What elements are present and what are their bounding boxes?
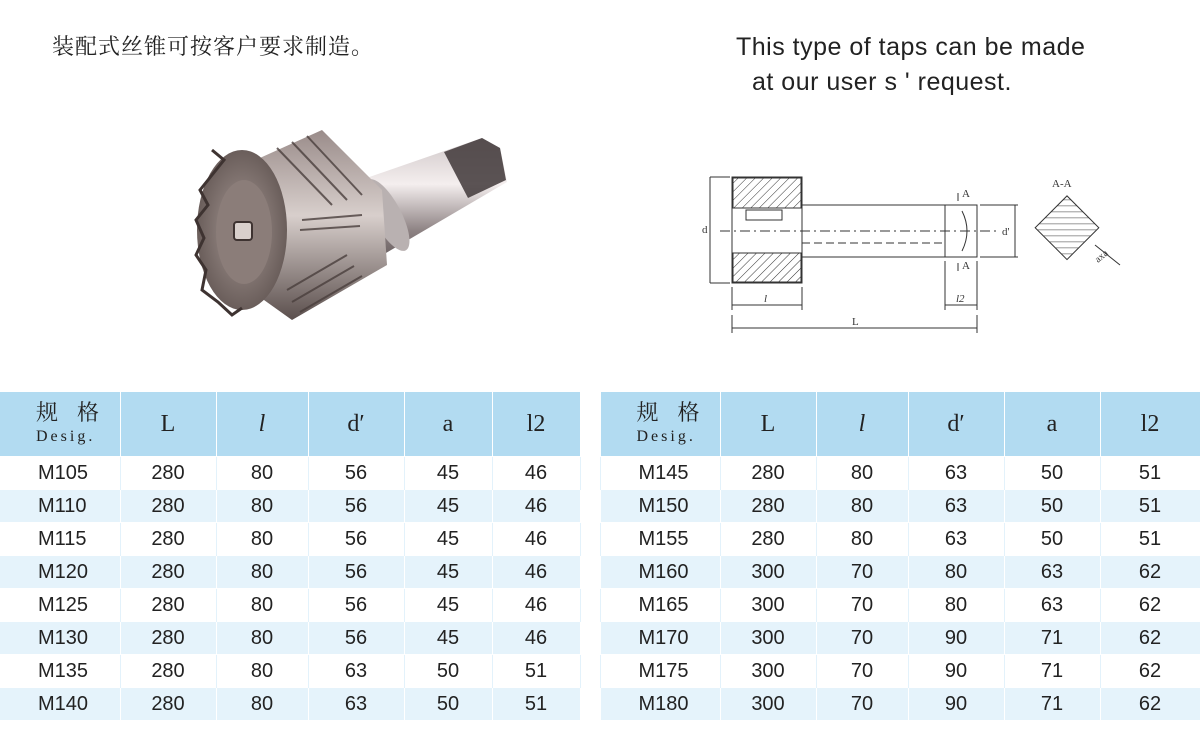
- cell-l2-right: 62: [1100, 589, 1200, 622]
- cell-L-right: 300: [720, 622, 816, 655]
- cell-L-right: 280: [720, 490, 816, 523]
- header-d-prime-right: d′: [908, 392, 1004, 457]
- cell-l2: 46: [492, 490, 580, 523]
- cell-d: 56: [308, 622, 404, 655]
- cell-l-right: 70: [816, 622, 908, 655]
- cell-l: 80: [216, 655, 308, 688]
- cell-desig-right: M145: [600, 457, 720, 490]
- header-desig: [0, 392, 120, 457]
- cell-a-right: 50: [1004, 490, 1100, 523]
- cell-d-right: 90: [908, 655, 1004, 688]
- cell-l: 80: [216, 688, 308, 721]
- cell-d: 56: [308, 556, 404, 589]
- table-gap: [580, 688, 600, 721]
- cell-L-right: 300: [720, 655, 816, 688]
- cell-L: 280: [120, 556, 216, 589]
- cell-desig: M120: [0, 556, 120, 589]
- cell-L-right: 280: [720, 457, 816, 490]
- header-desig-right: [600, 392, 720, 457]
- drawing-label-big-l: L: [852, 316, 859, 328]
- header-d-prime: d′: [308, 392, 404, 457]
- cell-l-right: 70: [816, 655, 908, 688]
- cell-a: 45: [404, 457, 492, 490]
- cell-L: 280: [120, 523, 216, 556]
- cell-l2-right: 62: [1100, 622, 1200, 655]
- cell-l-right: 80: [816, 490, 908, 523]
- cell-desig-right: M170: [600, 622, 720, 655]
- cell-desig-right: M155: [600, 523, 720, 556]
- cell-l-right: 70: [816, 589, 908, 622]
- cell-desig: M135: [0, 655, 120, 688]
- cell-d-right: 90: [908, 622, 1004, 655]
- cell-a-right: 50: [1004, 457, 1100, 490]
- cell-desig-right: M180: [600, 688, 720, 721]
- technical-drawing: [700, 165, 1180, 345]
- cell-a: 45: [404, 490, 492, 523]
- cell-d: 56: [308, 490, 404, 523]
- header-desig-zh: 规 格: [36, 401, 105, 426]
- cell-d: 56: [308, 523, 404, 556]
- caption-chinese: 装配式丝锥可按客户要求制造。: [52, 35, 375, 60]
- cell-l: 80: [216, 490, 308, 523]
- cell-desig: M115: [0, 523, 120, 556]
- cell-d: 63: [308, 655, 404, 688]
- cell-L: 280: [120, 490, 216, 523]
- cell-desig: M125: [0, 589, 120, 622]
- cell-l2: 46: [492, 523, 580, 556]
- cell-d-right: 90: [908, 688, 1004, 721]
- cell-l2-right: 51: [1100, 523, 1200, 556]
- cell-desig: M110: [0, 490, 120, 523]
- header-a: a: [404, 392, 492, 457]
- table-gap: [580, 490, 600, 523]
- cell-a: 50: [404, 688, 492, 721]
- cell-desig: M130: [0, 622, 120, 655]
- table-gap: [580, 589, 600, 622]
- table-gap: [580, 457, 600, 490]
- cell-l2-right: 62: [1100, 655, 1200, 688]
- table-row: [0, 457, 1200, 490]
- cell-l2: 51: [492, 688, 580, 721]
- header-L-right: L: [720, 392, 816, 457]
- table-gap: [580, 655, 600, 688]
- cell-l2: 46: [492, 457, 580, 490]
- header-l: l: [216, 392, 308, 457]
- cell-l2-right: 62: [1100, 556, 1200, 589]
- cell-d-right: 63: [908, 523, 1004, 556]
- cell-a-right: 71: [1004, 688, 1100, 721]
- cell-L-right: 300: [720, 589, 816, 622]
- caption-english-line1: This type of taps can be made: [736, 33, 1086, 61]
- drawing-label-d-prime: d': [1002, 226, 1010, 238]
- spec-table: [0, 392, 1200, 720]
- header-a-right: a: [1004, 392, 1100, 457]
- cell-L-right: 280: [720, 523, 816, 556]
- header-l2: l2: [492, 392, 580, 457]
- cell-a-right: 71: [1004, 622, 1100, 655]
- cell-L: 280: [120, 688, 216, 721]
- table-row: [0, 688, 1200, 721]
- table-gap: [580, 556, 600, 589]
- header-l2-right: l2: [1100, 392, 1200, 457]
- cell-a-right: 50: [1004, 523, 1100, 556]
- cell-a: 45: [404, 622, 492, 655]
- table-header-row: [0, 392, 1200, 457]
- cell-L: 280: [120, 622, 216, 655]
- table-row: [0, 523, 1200, 556]
- drawing-label-axa: axa: [1092, 247, 1111, 266]
- cell-desig-right: M175: [600, 655, 720, 688]
- cell-d: 63: [308, 688, 404, 721]
- cell-l-right: 70: [816, 688, 908, 721]
- cell-l-right: 80: [816, 523, 908, 556]
- cell-l-right: 80: [816, 457, 908, 490]
- cell-a-right: 63: [1004, 589, 1100, 622]
- table-row: [0, 589, 1200, 622]
- table-row: [0, 622, 1200, 655]
- cell-l2: 46: [492, 622, 580, 655]
- cell-l2: 46: [492, 589, 580, 622]
- drawing-label-l: l: [764, 293, 768, 305]
- cell-a: 45: [404, 556, 492, 589]
- table-gap: [580, 622, 600, 655]
- table-row: [0, 655, 1200, 688]
- cell-l: 80: [216, 457, 308, 490]
- cell-l2-right: 51: [1100, 457, 1200, 490]
- header-gap: [580, 392, 600, 457]
- cell-desig-right: M165: [600, 589, 720, 622]
- cell-L-right: 300: [720, 688, 816, 721]
- caption-english-line2: at our user s ' request.: [752, 68, 1012, 96]
- drawing-label-section: A-A: [1052, 178, 1072, 190]
- cell-desig-right: M160: [600, 556, 720, 589]
- cell-l2-right: 62: [1100, 688, 1200, 721]
- cell-l-right: 70: [816, 556, 908, 589]
- cell-a-right: 71: [1004, 655, 1100, 688]
- cell-a-right: 63: [1004, 556, 1100, 589]
- table-gap: [580, 523, 600, 556]
- cell-l2-right: 51: [1100, 490, 1200, 523]
- cell-l: 80: [216, 589, 308, 622]
- table-row: [0, 556, 1200, 589]
- drawing-label-l2: l2: [956, 293, 965, 305]
- drawing-label-a-top: A: [962, 188, 970, 200]
- cell-a: 50: [404, 655, 492, 688]
- cell-d: 56: [308, 457, 404, 490]
- tap-product-photo: [182, 120, 532, 335]
- cell-d-right: 80: [908, 556, 1004, 589]
- cell-a: 45: [404, 523, 492, 556]
- drawing-label-a-bottom: A: [962, 260, 970, 272]
- drawing-label-d: d: [702, 224, 708, 236]
- cell-l: 80: [216, 556, 308, 589]
- cell-L: 280: [120, 457, 216, 490]
- header-desig-zh-right: 规 格: [636, 401, 706, 426]
- cell-l: 80: [216, 622, 308, 655]
- cell-d: 56: [308, 589, 404, 622]
- cell-desig: M140: [0, 688, 120, 721]
- header-desig-en-right: Desig.: [636, 428, 696, 445]
- cell-l: 80: [216, 523, 308, 556]
- cell-l2: 46: [492, 556, 580, 589]
- cell-desig-right: M150: [600, 490, 720, 523]
- header-desig-en: Desig.: [36, 428, 96, 445]
- cell-L: 280: [120, 589, 216, 622]
- cell-L-right: 300: [720, 556, 816, 589]
- table-row: [0, 490, 1200, 523]
- cell-d-right: 80: [908, 589, 1004, 622]
- cell-d-right: 63: [908, 490, 1004, 523]
- cell-L: 280: [120, 655, 216, 688]
- cell-d-right: 63: [908, 457, 1004, 490]
- cell-desig: M105: [0, 457, 120, 490]
- caption-english: [736, 30, 1085, 100]
- header-l-right: l: [816, 392, 908, 457]
- header-L: L: [120, 392, 216, 457]
- cell-l2: 51: [492, 655, 580, 688]
- cell-a: 45: [404, 589, 492, 622]
